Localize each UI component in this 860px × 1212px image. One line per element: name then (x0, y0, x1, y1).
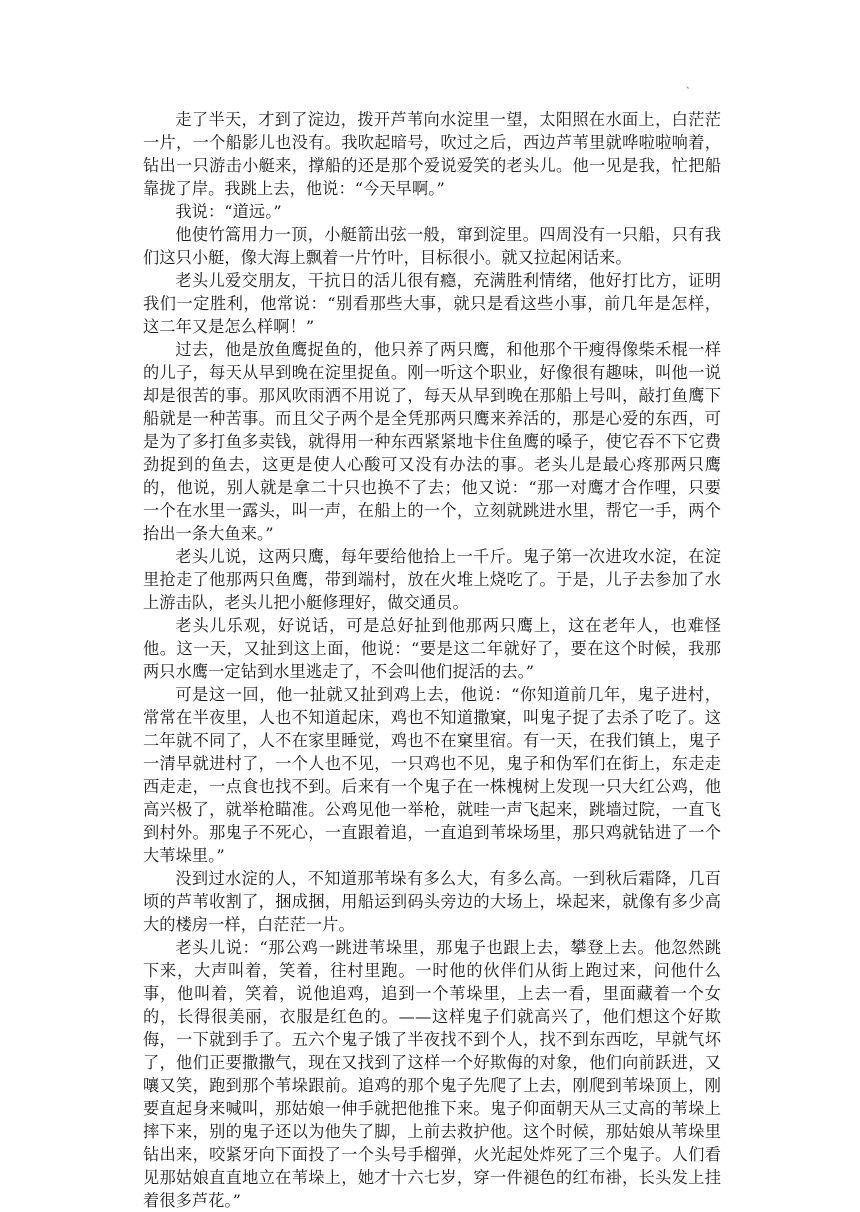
paragraph: 我说：“道远。” (175, 202, 282, 221)
corner-mark: 、 (686, 81, 696, 91)
paragraph: 过去，他是放鱼鹰捉鱼的，他只养了两只鹰，和他那个干瘦得像柴禾棍一样的儿子，每天从早到晚在淀里捉鱼。刚一听这个职业，好像很有趣味，叫他一说却是很苦的事。那风吹雨洒不用说了，每天从早到晚在那船上号叫，敲打鱼鹰下船就是一种苦事。而且父子两个是全凭那两只鹰来养活的，那是心爱的东西，可是为了多打鱼多卖钱，就得用一种东西紧紧地卡住鱼鹰的嗓子，使它吞不下它费劲捉到的鱼去，这更是使人心酸可又没有办法的事。老头儿是最心疼那两只鹰的，他说，别人就是拿二十只也换不了去；他又说：“那一对鹰才合作哩，只要一个在水里一露头，叫一声，在船上的一个，立刻就跳进水里，帮它一手，两个抬出一条大鱼来。” (143, 340, 721, 543)
paragraph: 他使竹篙用力一顶，小艇箭出弦一般，窜到淀里。四周没有一只船，只有我们这只小艇，像大海上飘着一片竹叶，目标很小。就又拉起闲话来。 (143, 225, 721, 267)
paragraph: 老头儿说，这两只鹰，每年要给他拾上一千斤。鬼子第一次进攻水淀，在淀里抢走了他那两只鱼鹰，带到端村，放在火堆上烧吃了。于是，儿子去参加了水上游击队，老头儿把小艇修理好，做交通员。 (143, 547, 721, 612)
paragraph: 老头儿爱交朋友，干抗日的活儿很有瘾，充满胜利情绪，他好打比方，证明我们一定胜利，他常说：“别看那些大事，就只是看这些小事，前几年是怎样，这二年又是怎么样啊！” (143, 271, 721, 336)
paragraph: 可是这一回，他一扯就又扯到鸡上去，他说：“你知道前几年，鬼子进村，常常在半夜里，人也不知道起床，鸡也不知道撒窠，叫鬼子捉了去杀了吃了。这二年就不同了，人不在家里睡觉，鸡也不在窠里宿。有一天，在我们镇上，鬼子一清早就进村了，一个人也不见，一只鸡也不见，鬼子和伪军们在街上，东走走西走走，一点食也找不到。后来有一个鬼子在一株槐树上发现一只大红公鸡，他高兴极了，就举枪瞄准。公鸡见他一举枪，就哇一声飞起来，跳墙过院，一直飞到村外。那鬼子不死心，一直跟着追，一直追到苇垛场里，那只鸡就钻进了一个大苇垛里。” (143, 685, 721, 865)
paragraph: 老头儿说：“那公鸡一跳进苇垛里，那鬼子也跟上去，攀登上去。他忽然跳下来，大声叫着，笑着，往村里跑。一时他的伙伴们从街上跑过来，问他什么事，他叫着，笑着，说他追鸡，追到一个苇垛里，上去一看，里面藏着一个女的，长得很美丽，衣服是红色的。——这样鬼子们就高兴了，他们想这个好欺侮，一下就到手了。五六个鬼子饿了半夜找不到个人，找不到东西吃，早就气坏了，他们正要撒撒气，现在又找到了这样一个好欺侮的对象，他们向前跃进，又嚷又笑，跑到那个苇垛跟前。追鸡的那个鬼子先爬了上去，刚爬到苇垛顶上，刚要直起身来喊叫，那姑娘一伸手就把他推下来。鬼子仰面朝天从三丈高的苇垛上摔下来，别的鬼子还以为他失了脚，上前去救护他。这个时候，那姑娘从苇垛里钻出来，咬紧牙向下面投了一个头号手榴弹，火光起处炸死了三个鬼子。人们看见那姑娘直直地立在苇垛上，她才十六七岁，穿一件褪色的红布褂，长头发上挂着很多芦花。” (143, 938, 721, 1210)
paragraph: 走了半天，才到了淀边，拨开芦苇向水淀里一望，太阳照在水面上，白茫茫一片，一个船影儿也没有。我吹起暗号，吹过之后，西边芦苇里就哗啦啦响着，钻出一只游击小艇来，撑船的还是那个爱说爱笑的老头儿。他一见是我，忙把船靠拢了岸。我跳上去，他说：“今天早啊。” (143, 110, 721, 198)
paragraph: 老头儿乐观，好说话，可是总好扯到他那两只鹰上，这在老年人，也难怪他。这一天，又扯到这上面，他说：“要是这二年就好了，要在这个时候，我那两只水鹰一定钻到水里逃走了，不会叫他们捉活的去。” (143, 616, 721, 681)
article-body (143, 108, 721, 1212)
paragraph: 没到过水淀的人，不知道那苇垛有多么大，有多么高。一到秋后霜降，几百顷的芦苇收割了，捆成捆，用船运到码头旁边的大场上，垛起来，就像有多少高大的楼房一样，白茫茫一片。 (143, 869, 721, 934)
